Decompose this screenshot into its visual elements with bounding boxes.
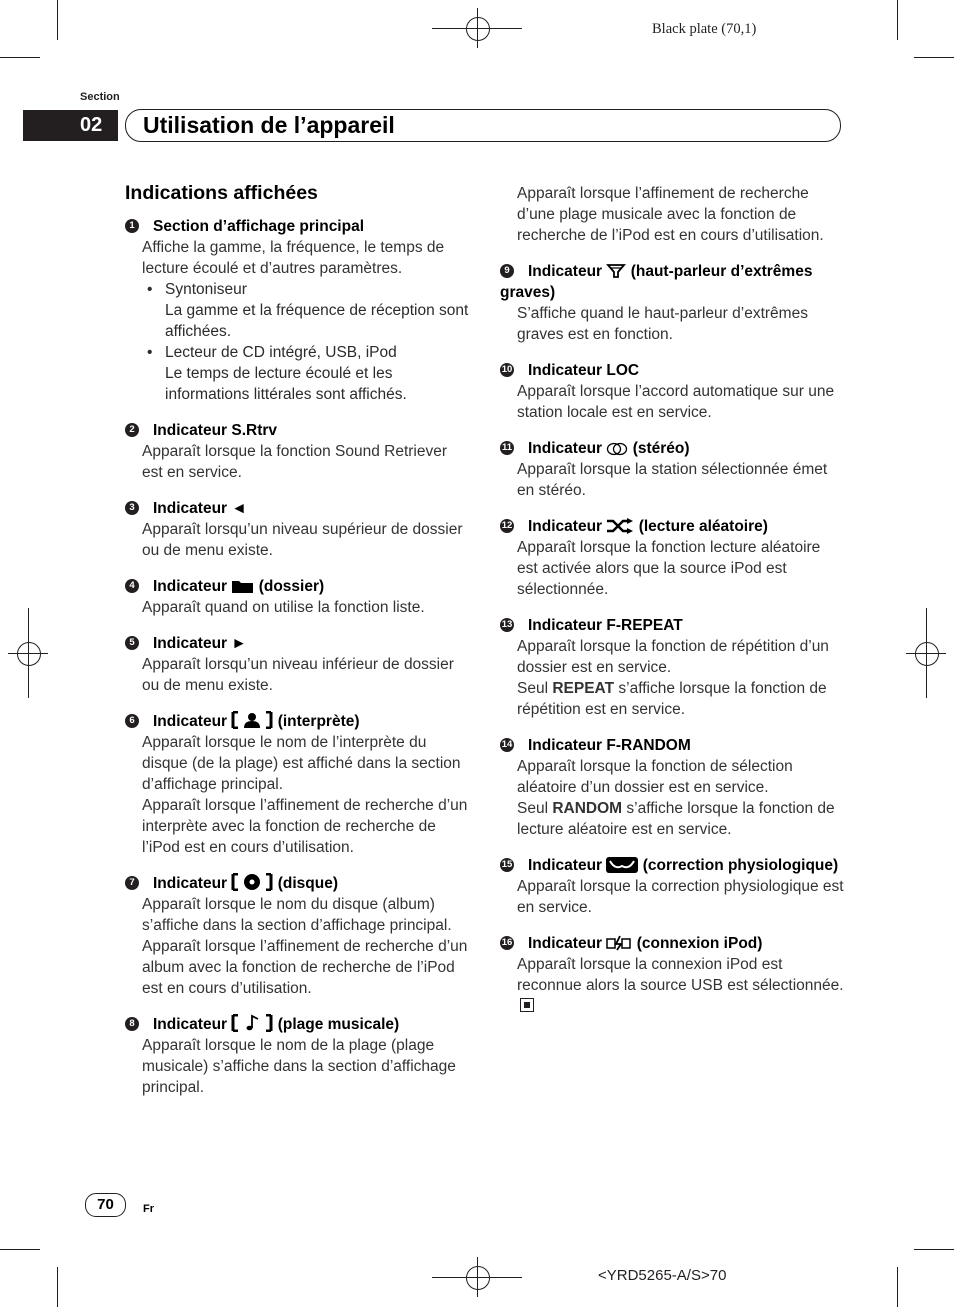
item-body: Apparaît lorsque le nom du disque (album) s’affiche dans la section d’affichage principal. <box>142 896 452 934</box>
bullet-text: La gamme et la fréquence de réception sont affichées. <box>165 302 469 340</box>
item-number: 14 <box>501 739 513 750</box>
item-body: Apparaît lorsque l’accord automatique sur une station locale est en service. <box>517 383 835 421</box>
section-title-bar <box>125 109 841 142</box>
item-title-prefix: Indicateur <box>153 713 228 730</box>
item-number: 15 <box>501 859 513 870</box>
item-body: Apparaît lorsqu’un niveau inférieur de dossier ou de menu existe. <box>142 656 454 694</box>
list-item <box>500 933 845 1017</box>
list-item <box>125 633 470 696</box>
item-body: Apparaît lorsqu’un niveau supérieur de dossier ou de menu existe. <box>142 521 463 559</box>
item-number: 5 <box>125 636 139 650</box>
item-title-suffix: (haut-parleur d’extrêmes graves) <box>500 263 813 301</box>
item-title-suffix: (plage musicale) <box>277 1016 400 1033</box>
item-title: Indicateur S.Rtrv <box>153 422 278 439</box>
disc-icon <box>231 873 273 891</box>
item-title: Indicateur ► <box>153 635 247 652</box>
music-note-icon <box>231 1014 273 1032</box>
section-label: Section <box>80 91 120 103</box>
list-item <box>125 216 470 405</box>
shuffle-icon <box>606 518 634 534</box>
item-title-prefix: Indicateur <box>528 440 603 457</box>
item-number: 9 <box>500 264 514 278</box>
note-keyword: REPEAT <box>552 680 615 697</box>
list-item <box>500 261 845 345</box>
list-item <box>500 183 845 246</box>
list-item <box>500 516 845 600</box>
item-body-extra <box>500 798 845 840</box>
item-number: 1 <box>125 219 139 233</box>
footer-code: <YRD5265-A/S>70 <box>598 1267 727 1284</box>
list-item <box>500 855 845 918</box>
item-body-continued: Apparaît lorsque l’affinement de recherche d’une plage musicale avec la fonction de recherche de l’iPod est en cours d’utilisation. <box>517 185 824 244</box>
loudness-icon <box>606 857 638 873</box>
item-body: Apparaît lorsque la correction physiologique est en service. <box>517 878 844 916</box>
item-title-suffix: (dossier) <box>258 578 325 595</box>
item-number: 13 <box>501 619 513 630</box>
item-body-extra: Apparaît lorsque l’affinement de recherche d’un album avec la fonction de recherche de l’iPod est en cours d’utilisation. <box>142 938 468 997</box>
item-body <box>500 954 845 1017</box>
item-title: Indicateur F-RANDOM <box>528 737 691 754</box>
item-body-text: Apparaît lorsque la connexion iPod est reconnue alors la source USB est sélectionnée. <box>517 956 844 994</box>
item-number: 12 <box>501 520 513 531</box>
item-title-suffix: (connexion iPod) <box>636 935 763 952</box>
item-title-prefix: Indicateur <box>153 875 228 892</box>
bullet-label: • Syntoniseur <box>125 279 470 300</box>
section-number-badge <box>23 110 118 141</box>
right-column <box>500 183 845 1032</box>
item-title-prefix: Indicateur <box>528 935 603 952</box>
end-mark-icon <box>520 998 534 1012</box>
item-title-suffix: (lecture aléatoire) <box>638 518 768 535</box>
section-number: 02 <box>80 114 103 136</box>
item-title-prefix: Indicateur <box>528 518 603 535</box>
item-body: Apparaît lorsque le nom de la plage (plage musicale) s’affiche dans la section d’affichage principal. <box>142 1037 456 1096</box>
bullet-label: • Lecteur de CD intégré, USB, iPod <box>125 342 470 363</box>
item-title-prefix: Indicateur <box>528 857 603 874</box>
item-body-extra: Apparaît lorsque l’affinement de recherche d’un interprète avec la fonction de recherche de l’iPod est en cours d’utilisation. <box>142 797 468 856</box>
item-number: 11 <box>501 442 513 453</box>
subwoofer-icon <box>606 263 626 279</box>
list-item <box>500 360 845 423</box>
item-title: Section d’affichage principal <box>153 218 365 235</box>
note-suffix: s’affiche lorsque la fonction de lecture aléatoire est en service. <box>517 800 835 838</box>
item-title: Indicateur LOC <box>528 362 640 379</box>
item-body: Affiche la gamme, la fréquence, le temps de lecture écoulé et d’autres paramètres. <box>142 239 445 277</box>
item-body: Apparaît lorsque la fonction de sélection aléatoire d’un dossier est en service. <box>517 758 793 796</box>
item-number: 4 <box>125 579 139 593</box>
item-title: Indicateur F-REPEAT <box>528 617 683 634</box>
item-title-suffix: (correction physiologique) <box>642 857 839 874</box>
language-code: Fr <box>143 1203 154 1215</box>
list-item <box>500 615 845 720</box>
item-body-extra <box>500 678 845 720</box>
item-body: Apparaît lorsque la fonction de répétition d’un dossier est en service. <box>517 638 829 676</box>
list-item <box>125 1014 470 1098</box>
note-prefix: Seul <box>517 680 549 697</box>
item-title: Indicateur ◄ <box>153 500 247 517</box>
item-body: Apparaît quand on utilise la fonction liste. <box>142 599 425 616</box>
list-item <box>500 735 845 840</box>
bullet-text: Le temps de lecture écoulé et les informations littérales sont affichés. <box>165 365 407 403</box>
ipod-connection-icon <box>606 935 632 951</box>
item-title-suffix: (stéréo) <box>632 440 690 457</box>
item-title-suffix: (disque) <box>277 875 338 892</box>
item-number: 2 <box>125 423 139 437</box>
stereo-icon <box>606 442 628 456</box>
artist-icon <box>231 711 273 729</box>
item-body: Apparaît lorsque le nom de l’interprète du disque (de la plage) est affiché dans la section d’affichage principal. <box>142 734 461 793</box>
list-item <box>125 873 470 999</box>
folder-icon <box>231 578 254 594</box>
note-prefix: Seul <box>517 800 549 817</box>
list-item <box>500 438 845 501</box>
item-number: 8 <box>125 1017 139 1031</box>
item-number: 7 <box>125 876 139 890</box>
item-title-prefix: Indicateur <box>153 578 228 595</box>
item-title-prefix: Indicateur <box>528 263 603 280</box>
item-number: 10 <box>501 364 513 375</box>
item-body: Apparaît lorsque la fonction Sound Retriever est en service. <box>142 443 448 481</box>
left-column <box>125 216 470 1113</box>
section-title: Utilisation de l’appareil <box>143 112 395 138</box>
item-body: S’affiche quand le haut-parleur d’extrêmes graves est en fonction. <box>517 305 808 343</box>
list-item <box>125 420 470 483</box>
page-number: 70 <box>85 1193 126 1217</box>
item-body: Apparaît lorsque la fonction lecture aléatoire est activée alors que la source iPod est sélectionnée. <box>517 539 821 598</box>
item-title-prefix: Indicateur <box>153 1016 228 1033</box>
item-body: Apparaît lorsque la station sélectionnée émet en stéréo. <box>517 461 828 499</box>
item-number: 3 <box>125 501 139 515</box>
item-number: 6 <box>125 714 139 728</box>
item-number: 16 <box>501 937 513 948</box>
page-heading: Indications affichées <box>125 182 318 204</box>
note-suffix: s’affiche lorsque la fonction de répétition est en service. <box>517 680 827 718</box>
list-item <box>125 576 470 618</box>
item-title-suffix: (interprète) <box>277 713 360 730</box>
plate-label: Black plate (70,1) <box>652 21 757 37</box>
list-item <box>125 711 470 858</box>
note-keyword: RANDOM <box>552 800 623 817</box>
list-item <box>125 498 470 561</box>
